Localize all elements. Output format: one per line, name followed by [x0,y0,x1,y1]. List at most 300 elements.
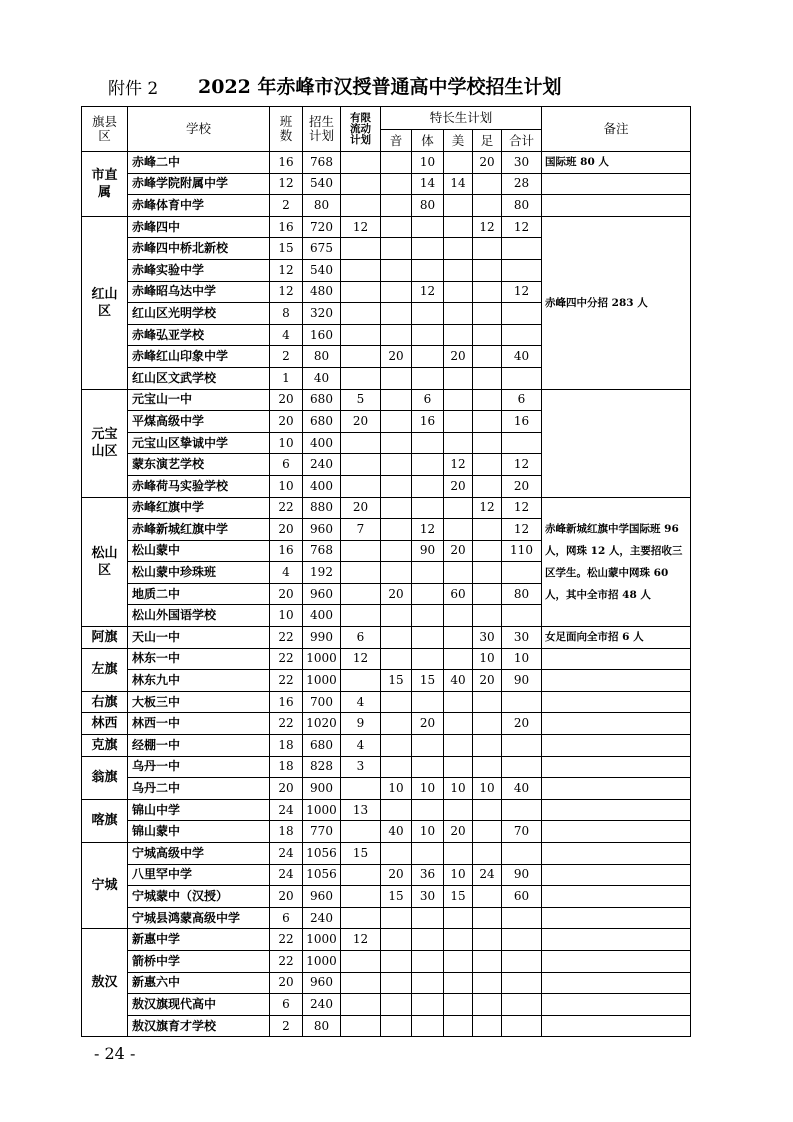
cell-total [502,259,542,281]
cell-football [473,843,502,865]
cell-total [502,238,542,260]
cell-art [444,972,473,994]
cell-total: 110 [502,540,542,562]
cell-art [444,303,473,325]
cell-flow: 13 [341,799,381,821]
table-row [82,497,691,519]
remark-cell [542,691,691,713]
cell-enroll: 400 [303,432,341,454]
cell-enroll: 240 [303,454,341,476]
table-row [82,670,691,692]
school-name: 赤峰昭乌达中学 [128,281,270,303]
cell-art [444,907,473,929]
cell-classes: 6 [270,994,303,1016]
cell-flow [341,432,381,454]
table-row [82,950,691,972]
cell-sports [412,799,444,821]
cell-art [444,756,473,778]
cell-sports [412,454,444,476]
table-row [82,821,691,843]
school-name: 赤峰四中桥北新校 [128,238,270,260]
cell-music [381,173,412,195]
cell-sports: 6 [412,389,444,411]
remark-cell [542,173,691,195]
cell-enroll: 960 [303,583,341,605]
cell-art [444,367,473,389]
table-row [82,216,691,238]
cell-enroll: 720 [303,216,341,238]
cell-enroll: 540 [303,259,341,281]
cell-sports [412,735,444,757]
county-cell: 红山区 [82,216,128,389]
school-name: 林东九中 [128,670,270,692]
cell-sports [412,843,444,865]
cell-enroll: 540 [303,173,341,195]
cell-enroll: 80 [303,346,341,368]
cell-sports: 80 [412,195,444,217]
cell-enroll: 240 [303,994,341,1016]
cell-music [381,907,412,929]
cell-music [381,713,412,735]
cell-sports [412,994,444,1016]
cell-flow: 12 [341,929,381,951]
county-cell: 翁旗 [82,756,128,799]
school-name: 敖汉旗育才学校 [128,1015,270,1037]
cell-enroll: 400 [303,475,341,497]
cell-flow [341,475,381,497]
cell-art: 12 [444,454,473,476]
cell-music [381,735,412,757]
cell-sports [412,583,444,605]
cell-classes: 22 [270,929,303,951]
cell-football [473,324,502,346]
cell-music [381,605,412,627]
school-name: 赤峰荷马实验学校 [128,475,270,497]
school-name: 箭桥中学 [128,950,270,972]
remark-cell [542,648,691,670]
cell-enroll: 990 [303,627,341,649]
cell-flow [341,367,381,389]
cell-classes: 18 [270,821,303,843]
cell-music: 15 [381,886,412,908]
cell-flow [341,778,381,800]
remark-cell [542,735,691,757]
cell-art: 14 [444,173,473,195]
cell-music [381,238,412,260]
cell-music [381,950,412,972]
cell-enroll: 768 [303,540,341,562]
table-row [82,648,691,670]
cell-art [444,216,473,238]
cell-total [502,691,542,713]
cell-flow [341,173,381,195]
table-row [82,907,691,929]
cell-flow: 4 [341,735,381,757]
cell-flow [341,950,381,972]
cell-music: 15 [381,670,412,692]
cell-total: 20 [502,475,542,497]
cell-enroll: 768 [303,152,341,174]
cell-classes: 10 [270,605,303,627]
cell-total: 12 [502,216,542,238]
cell-total: 60 [502,886,542,908]
cell-classes: 8 [270,303,303,325]
cell-total [502,972,542,994]
cell-music [381,259,412,281]
cell-art [444,735,473,757]
cell-music [381,540,412,562]
remark-cell [542,886,691,908]
cell-enroll: 1000 [303,929,341,951]
cell-classes: 24 [270,799,303,821]
remark-cell: 女足面向全市招 6 人 [542,627,691,649]
cell-music: 10 [381,778,412,800]
header-special: 特长生计划 [381,107,542,130]
cell-art: 20 [444,821,473,843]
cell-sports [412,756,444,778]
cell-football [473,907,502,929]
cell-total [502,799,542,821]
cell-music [381,411,412,433]
cell-sports [412,562,444,584]
cell-flow: 15 [341,843,381,865]
cell-total [502,756,542,778]
cell-art [444,432,473,454]
cell-music [381,756,412,778]
cell-football [473,195,502,217]
header-music: 音 [381,130,412,152]
cell-football [473,972,502,994]
school-name: 天山一中 [128,627,270,649]
remark-cell [542,950,691,972]
cell-total [502,432,542,454]
table-row [82,778,691,800]
cell-total: 12 [502,519,542,541]
cell-sports: 90 [412,540,444,562]
cell-sports: 10 [412,821,444,843]
school-name: 敖汉旗现代高中 [128,994,270,1016]
remark-cell [542,972,691,994]
cell-classes: 18 [270,735,303,757]
cell-total [502,735,542,757]
cell-total [502,907,542,929]
cell-music [381,1015,412,1037]
school-name: 红山区光明学校 [128,303,270,325]
cell-classes: 20 [270,389,303,411]
page-title: 2022 年赤峰市汉授普通高中学校招生计划 [198,76,562,98]
table-row [82,864,691,886]
cell-total: 16 [502,411,542,433]
cell-art [444,259,473,281]
cell-football [473,713,502,735]
cell-total: 6 [502,389,542,411]
cell-sports [412,432,444,454]
cell-classes: 22 [270,627,303,649]
cell-music [381,972,412,994]
cell-art [444,929,473,951]
cell-total: 28 [502,173,542,195]
cell-football [473,519,502,541]
remark-cell [542,907,691,929]
school-name: 锦山中学 [128,799,270,821]
county-cell: 宁城 [82,843,128,929]
cell-sports [412,1015,444,1037]
cell-enroll: 675 [303,238,341,260]
cell-art [444,411,473,433]
cell-flow [341,1015,381,1037]
cell-enroll: 960 [303,972,341,994]
cell-football [473,303,502,325]
cell-music [381,195,412,217]
cell-music [381,929,412,951]
cell-classes: 12 [270,281,303,303]
cell-football: 10 [473,778,502,800]
county-cell: 松山区 [82,497,128,627]
cell-classes: 22 [270,497,303,519]
cell-football [473,562,502,584]
cell-flow [341,907,381,929]
school-name: 林东一中 [128,648,270,670]
cell-enroll: 828 [303,756,341,778]
header-art: 美 [444,130,473,152]
cell-classes: 20 [270,886,303,908]
cell-enroll: 900 [303,778,341,800]
cell-enroll: 680 [303,411,341,433]
cell-classes: 20 [270,411,303,433]
cell-enroll: 1056 [303,864,341,886]
remark-cell [542,929,691,951]
cell-football [473,583,502,605]
cell-total [502,303,542,325]
school-name: 林西一中 [128,713,270,735]
school-name: 赤峰红山印象中学 [128,346,270,368]
header-county: 旗县区 [82,107,128,152]
cell-sports: 12 [412,281,444,303]
cell-art [444,627,473,649]
header-sports: 体 [412,130,444,152]
cell-sports [412,648,444,670]
cell-music: 20 [381,864,412,886]
cell-art [444,195,473,217]
cell-flow: 20 [341,411,381,433]
cell-flow [341,195,381,217]
cell-flow [341,281,381,303]
cell-sports [412,907,444,929]
cell-music [381,303,412,325]
cell-art: 20 [444,540,473,562]
cell-football [473,994,502,1016]
cell-art: 60 [444,583,473,605]
cell-flow [341,540,381,562]
county-cell: 阿旗 [82,627,128,649]
remark-cell [542,389,691,497]
cell-football [473,259,502,281]
table-row [82,886,691,908]
cell-football: 12 [473,497,502,519]
school-name: 赤峰学院附属中学 [128,173,270,195]
cell-sports: 15 [412,670,444,692]
cell-sports [412,367,444,389]
cell-flow [341,670,381,692]
county-cell: 敖汉 [82,929,128,1037]
cell-flow [341,821,381,843]
school-name: 松山蒙中 [128,540,270,562]
school-name: 赤峰实验中学 [128,259,270,281]
remark-cell: 赤峰四中分招 283 人 [542,216,691,389]
cell-enroll: 1000 [303,670,341,692]
cell-classes: 2 [270,1015,303,1037]
cell-football [473,454,502,476]
cell-enroll: 770 [303,821,341,843]
table-row [82,173,691,195]
cell-flow [341,346,381,368]
school-name: 乌丹一中 [128,756,270,778]
cell-total: 12 [502,497,542,519]
cell-total: 30 [502,152,542,174]
table-row [82,1015,691,1037]
header-school: 学校 [128,107,270,152]
remark-cell [542,195,691,217]
cell-football [473,1015,502,1037]
cell-classes: 22 [270,713,303,735]
cell-classes: 4 [270,324,303,346]
cell-football [473,432,502,454]
cell-football [473,173,502,195]
cell-music [381,216,412,238]
cell-sports: 10 [412,778,444,800]
remark-cell [542,843,691,865]
cell-sports [412,216,444,238]
cell-flow [341,886,381,908]
cell-classes: 10 [270,432,303,454]
remark-cell [542,821,691,843]
school-name: 宁城高级中学 [128,843,270,865]
cell-total: 40 [502,346,542,368]
cell-football [473,389,502,411]
cell-music [381,475,412,497]
cell-flow [341,994,381,1016]
county-cell: 林西 [82,713,128,735]
cell-music [381,152,412,174]
cell-flow: 12 [341,216,381,238]
cell-flow [341,238,381,260]
cell-classes: 6 [270,454,303,476]
school-name: 松山外国语学校 [128,605,270,627]
cell-flow: 4 [341,691,381,713]
county-cell: 元宝山区 [82,389,128,497]
cell-total [502,562,542,584]
cell-football [473,346,502,368]
cell-total: 12 [502,454,542,476]
cell-sports [412,691,444,713]
cell-classes: 10 [270,475,303,497]
table-row [82,713,691,735]
cell-classes: 24 [270,843,303,865]
cell-total: 12 [502,281,542,303]
table-row [82,994,691,1016]
cell-music: 40 [381,821,412,843]
school-name: 地质二中 [128,583,270,605]
cell-enroll: 960 [303,886,341,908]
remark-cell [542,799,691,821]
cell-enroll: 1000 [303,648,341,670]
cell-football: 24 [473,864,502,886]
header-football: 足 [473,130,502,152]
cell-total [502,324,542,346]
cell-art [444,994,473,1016]
cell-football [473,540,502,562]
cell-art: 40 [444,670,473,692]
school-name: 赤峰红旗中学 [128,497,270,519]
cell-sports [412,605,444,627]
cell-art [444,648,473,670]
cell-total: 10 [502,648,542,670]
school-name: 大板三中 [128,691,270,713]
remark-cell [542,864,691,886]
cell-art [444,238,473,260]
table-row [82,735,691,757]
table-row [82,843,691,865]
cell-classes: 16 [270,216,303,238]
cell-music [381,648,412,670]
cell-sports [412,627,444,649]
cell-classes: 22 [270,950,303,972]
remark-cell: 国际班 80 人 [542,152,691,174]
cell-sports: 12 [412,519,444,541]
cell-total: 80 [502,195,542,217]
cell-music [381,324,412,346]
cell-sports [412,950,444,972]
cell-art: 20 [444,475,473,497]
header-remark: 备注 [542,107,691,152]
cell-enroll: 1020 [303,713,341,735]
cell-sports: 16 [412,411,444,433]
cell-sports: 14 [412,173,444,195]
school-name: 松山蒙中珍珠班 [128,562,270,584]
cell-flow [341,152,381,174]
cell-classes: 16 [270,540,303,562]
cell-flow: 6 [341,627,381,649]
table-row [82,195,691,217]
cell-sports [412,346,444,368]
table-row [82,152,691,174]
cell-enroll: 680 [303,389,341,411]
cell-music [381,389,412,411]
cell-art [444,691,473,713]
remark-cell [542,778,691,800]
school-name: 赤峰弘亚学校 [128,324,270,346]
cell-total [502,843,542,865]
cell-football [473,605,502,627]
cell-art [444,843,473,865]
cell-enroll: 1000 [303,950,341,972]
cell-classes: 20 [270,778,303,800]
table-row [82,691,691,713]
cell-classes: 16 [270,152,303,174]
cell-football [473,281,502,303]
cell-flow [341,324,381,346]
cell-classes: 2 [270,346,303,368]
cell-football: 20 [473,152,502,174]
cell-flow [341,864,381,886]
remark-cell [542,713,691,735]
cell-classes: 20 [270,583,303,605]
cell-classes: 6 [270,907,303,929]
school-name: 乌丹二中 [128,778,270,800]
cell-football: 20 [473,670,502,692]
header-enroll: 招生计划 [303,107,341,152]
cell-flow: 20 [341,497,381,519]
